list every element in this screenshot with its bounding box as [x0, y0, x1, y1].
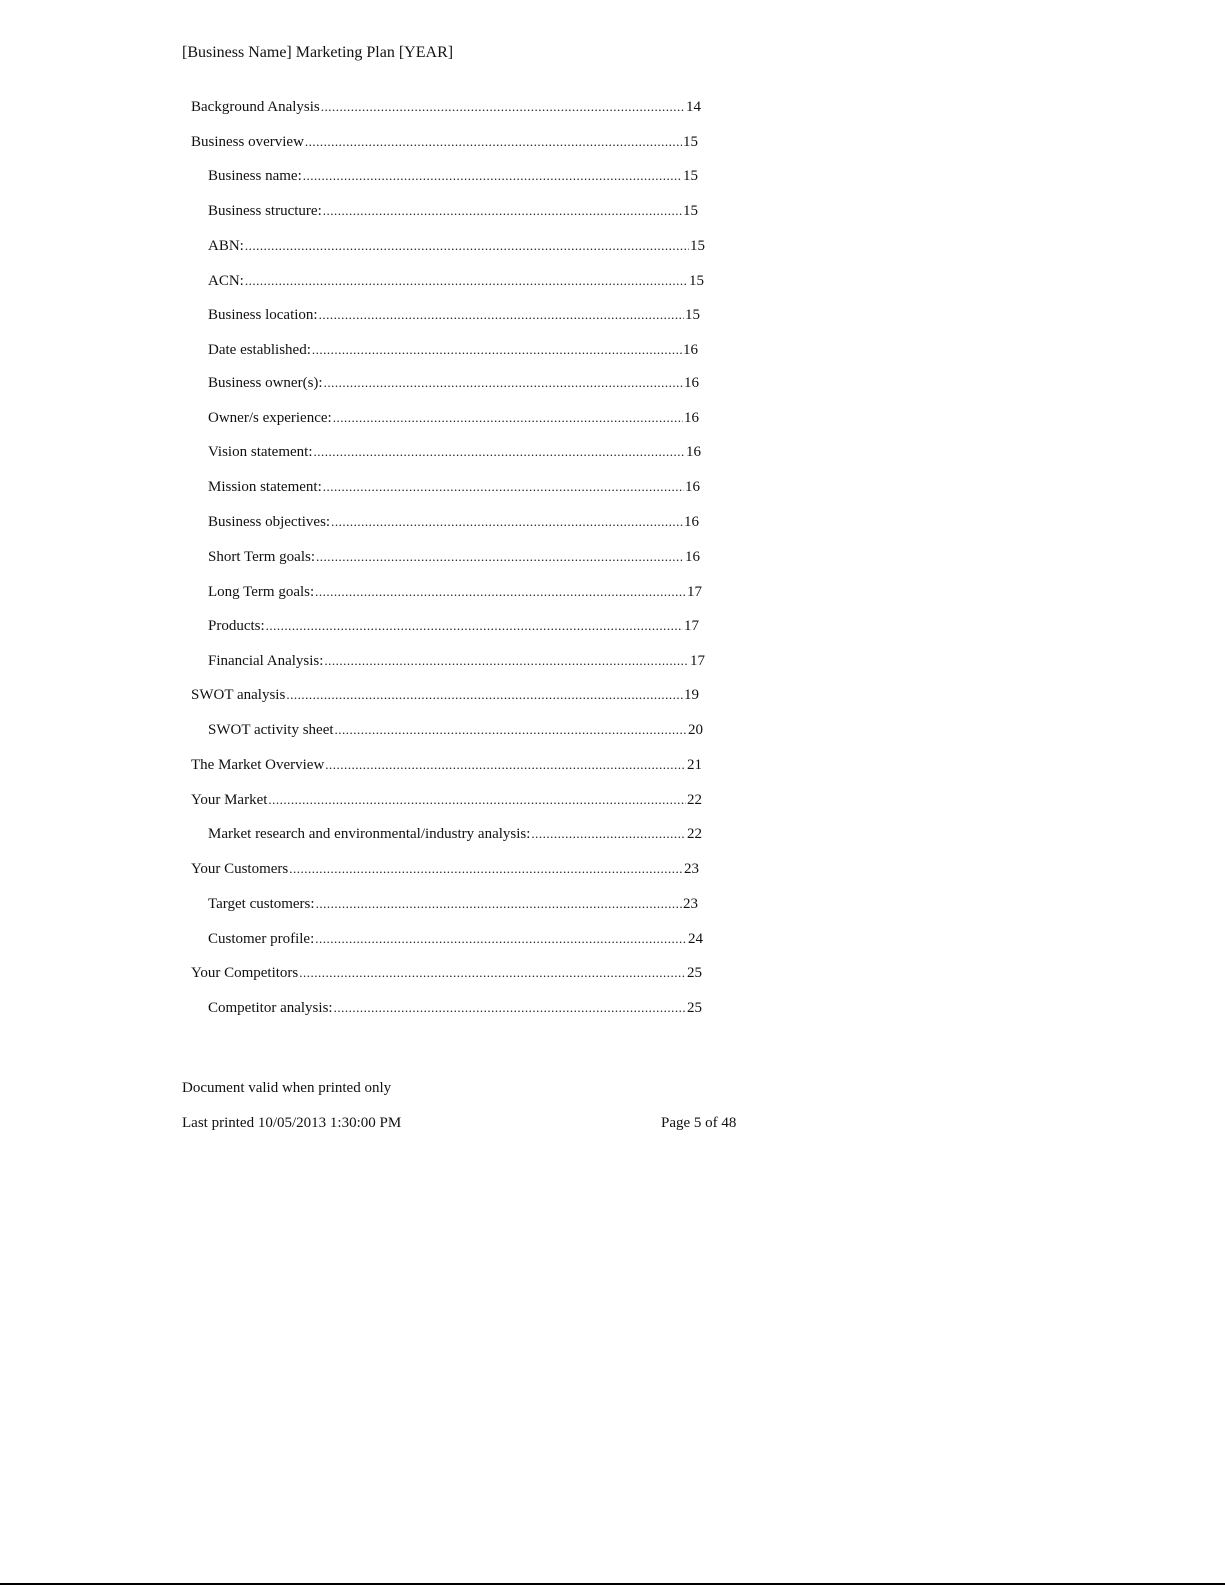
toc-entry-page: 22: [687, 826, 702, 842]
toc-entry-page: 17: [690, 653, 705, 669]
toc-entry-page: 16: [684, 375, 699, 391]
toc-entry-business-objectives[interactable]: [208, 514, 699, 534]
toc-entry-page: 24: [688, 931, 703, 947]
toc-entry-label: Business name:: [208, 168, 302, 184]
toc-entry-label: SWOT analysis: [191, 687, 286, 703]
toc-entry-label: Market research and environmental/industry analysis:: [208, 826, 531, 842]
toc-entry-owners-experience[interactable]: [208, 410, 699, 430]
toc-entry-business-location[interactable]: [208, 307, 700, 327]
toc-entry-label: The Market Overview: [191, 757, 325, 773]
dot-leader: [324, 653, 689, 669]
toc-entry-target-customers[interactable]: [208, 896, 698, 916]
toc-entry-page: 16: [684, 514, 699, 530]
dot-leader: [286, 687, 683, 703]
dot-leader: [321, 99, 685, 115]
toc-entry-page: 25: [687, 965, 702, 981]
footer-validity-note: Document valid when printed only: [182, 1080, 392, 1096]
toc-entry-page: 16: [686, 444, 701, 460]
toc-entry-page: 15: [683, 134, 698, 150]
toc-entry-label: Financial Analysis:: [208, 653, 324, 669]
dot-leader: [289, 861, 683, 877]
dot-leader: [333, 410, 683, 426]
toc-entry-page: 20: [688, 722, 703, 738]
toc-entry-label: ACN:: [208, 273, 244, 289]
toc-entry-page: 15: [689, 273, 704, 289]
toc-entry-page: 16: [685, 479, 700, 495]
toc-entry-label: Business location:: [208, 307, 318, 323]
dot-leader: [316, 896, 682, 912]
toc-entry-date-established[interactable]: [208, 342, 698, 362]
dot-leader: [299, 965, 686, 981]
toc-entry-page: 15: [683, 203, 698, 219]
toc-entry-label: ABN:: [208, 238, 244, 254]
toc-entry-swot-analysis[interactable]: [191, 687, 699, 707]
toc-entry-customer-profile[interactable]: [208, 931, 703, 951]
toc-entry-your-market[interactable]: [191, 792, 702, 812]
toc-entry-label: Competitor analysis:: [208, 1000, 333, 1016]
dot-leader: [335, 722, 687, 738]
toc-entry-page: 16: [684, 410, 699, 426]
dot-leader: [334, 1000, 686, 1016]
toc-entry-label: Target customers:: [208, 896, 315, 912]
toc-entry-page: 16: [685, 549, 700, 565]
dot-leader: [315, 931, 687, 947]
dot-leader: [303, 168, 682, 184]
toc-entry-label: Mission statement:: [208, 479, 322, 495]
page-header-title: [Business Name] Marketing Plan [YEAR]: [182, 44, 454, 61]
toc-entry-label: Vision statement:: [208, 444, 313, 460]
toc-entry-your-customers[interactable]: [191, 861, 699, 881]
toc-entry-swot-activity-sheet[interactable]: [208, 722, 703, 742]
toc-entry-label: Business objectives:: [208, 514, 331, 530]
footer-page-number: Page 5 of 48: [661, 1115, 737, 1131]
toc-entry-label: SWOT activity sheet: [208, 722, 334, 738]
toc-entry-page: 14: [686, 99, 701, 115]
toc-entry-label: Business overview: [191, 134, 304, 150]
toc-entry-long-term-goals[interactable]: [208, 584, 702, 604]
toc-entry-label: Short Term goals:: [208, 549, 315, 565]
toc-entry-label: Background Analysis: [191, 99, 320, 115]
toc-entry-page: 21: [687, 757, 702, 773]
toc-entry-business-owners[interactable]: [208, 375, 699, 395]
toc-entry-page: 15: [690, 238, 705, 254]
dot-leader: [245, 238, 689, 254]
toc-entry-page: 15: [683, 168, 698, 184]
toc-entry-mission-statement[interactable]: [208, 479, 700, 499]
toc-entry-page: 19: [684, 687, 699, 703]
dot-leader: [323, 479, 684, 495]
toc-entry-label: Business owner(s):: [208, 375, 323, 391]
toc-entry-business-overview[interactable]: [191, 134, 698, 154]
toc-entry-label: Your Customers: [191, 861, 289, 877]
dot-leader: [325, 757, 686, 773]
toc-entry-acn[interactable]: [208, 273, 704, 293]
toc-entry-page: 23: [684, 861, 699, 877]
dot-leader: [316, 549, 684, 565]
toc-entry-label: Your Market: [191, 792, 268, 808]
dot-leader: [268, 792, 686, 808]
toc-entry-your-competitors[interactable]: [191, 965, 702, 985]
dot-leader: [331, 514, 683, 530]
toc-entry-page: 22: [687, 792, 702, 808]
dot-leader: [312, 342, 682, 358]
toc-entry-label: Long Term goals:: [208, 584, 315, 600]
toc-entry-short-term-goals[interactable]: [208, 549, 700, 569]
toc-entry-label: Business structure:: [208, 203, 322, 219]
toc-entry-label: Date established:: [208, 342, 311, 358]
toc-entry-page: 23: [683, 896, 698, 912]
dot-leader: [323, 203, 682, 219]
toc-entry-abn[interactable]: [208, 238, 705, 258]
toc-entry-page: 17: [687, 584, 702, 600]
toc-entry-page: 16: [683, 342, 698, 358]
toc-entry-page: 15: [685, 307, 700, 323]
toc-entry-products[interactable]: [208, 618, 699, 638]
toc-entry-label: Products:: [208, 618, 265, 634]
toc-entry-market-overview[interactable]: [191, 757, 702, 777]
dot-leader: [245, 273, 688, 289]
dot-leader: [531, 826, 686, 842]
toc-entry-page: 25: [687, 1000, 702, 1016]
dot-leader: [314, 444, 685, 460]
toc-entry-financial-analysis[interactable]: [208, 653, 705, 673]
toc-entry-label: Your Competitors: [191, 965, 299, 981]
dot-leader: [305, 134, 682, 150]
toc-entry-business-name[interactable]: [208, 168, 698, 188]
toc-entry-label: Customer profile:: [208, 931, 315, 947]
toc-entry-competitor-analysis[interactable]: [208, 1000, 702, 1020]
toc-entry-label: Owner/s experience:: [208, 410, 332, 426]
toc-entry-background-analysis[interactable]: [191, 99, 701, 119]
dot-leader: [324, 375, 683, 391]
toc-entry-page: 17: [684, 618, 699, 634]
toc-entry-business-structure[interactable]: [208, 203, 698, 223]
toc-entry-vision-statement[interactable]: [208, 444, 701, 464]
toc-entry-market-research[interactable]: [208, 826, 702, 846]
footer-last-printed: Last printed 10/05/2013 1:30:00 PM: [182, 1115, 402, 1131]
dot-leader: [315, 584, 686, 600]
dot-leader: [319, 307, 684, 323]
dot-leader: [266, 618, 683, 634]
